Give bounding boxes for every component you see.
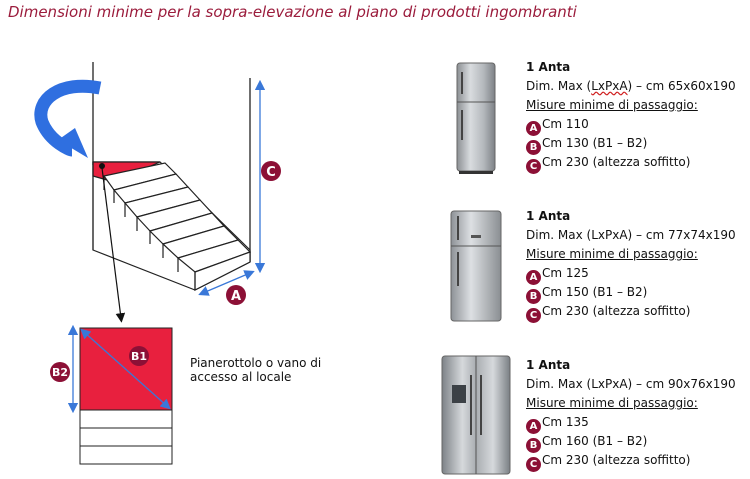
fridge-1-item-c: C Cm 230 (altezza soffitto)	[526, 153, 736, 172]
staircase	[93, 162, 250, 290]
staircase-diagram	[0, 0, 340, 479]
fridge-3-item-a: A Cm 135	[526, 413, 736, 432]
fridge-2-min-label: Misure minime di passaggio:	[526, 247, 698, 261]
landing-caption-line2: accesso al locale	[190, 370, 292, 384]
badge-c-label: C	[266, 165, 276, 180]
badge-a-icon: A	[526, 121, 541, 136]
fridge-1-image	[455, 62, 497, 174]
fridge-2-item-c: C Cm 230 (altezza soffitto)	[526, 302, 736, 321]
fridge-3-image	[440, 355, 512, 477]
fridge-1-info	[526, 58, 736, 172]
landing-caption-line1: Pianerottolo o vano di	[190, 356, 322, 370]
fridge-2-item-b: B Cm 150 (B1 – B2)	[526, 283, 736, 302]
fridge-2-item-a: A Cm 125	[526, 264, 736, 283]
badge-c-icon: C	[526, 308, 541, 323]
fridge-3-item-c: C Cm 230 (altezza soffitto)	[526, 451, 736, 470]
fridge-1-title: 1 Anta	[526, 60, 571, 74]
fridge-2-title: 1 Anta	[526, 209, 571, 223]
landing-caption	[190, 356, 330, 384]
badge-b-icon: B	[526, 289, 541, 304]
step-plan-2	[80, 428, 172, 446]
page-title: Dimensioni minime per la sopra-elevazione al piano di prodotti ingombranti	[8, 3, 577, 21]
fridge-1-item-a: A Cm 110	[526, 115, 736, 134]
fridge-1-dimensions: Dim. Max (LxPxA) – cm 65x60x190	[526, 79, 736, 93]
step-plan-1	[80, 410, 172, 428]
fridge-1-item-b: B Cm 130 (B1 – B2)	[526, 134, 736, 153]
badge-b-icon: B	[526, 140, 541, 155]
badge-a-icon: A	[526, 419, 541, 434]
fridge-2-dimensions: Dim. Max (LxPxA) – cm 77x74x190	[526, 228, 736, 242]
fridge-3-dimensions: Dim. Max (LxPxA) – cm 90x76x190	[526, 377, 736, 391]
fridge-3-title: 1 Anta	[526, 358, 571, 372]
badge-a-label: A	[230, 289, 242, 304]
badge-c-icon: C	[526, 159, 541, 174]
fridge-2-info	[526, 207, 736, 321]
step-plan-3	[80, 446, 172, 464]
fridge-1-min-label: Misure minime di passaggio:	[526, 98, 698, 112]
badge-c-icon: C	[526, 457, 541, 472]
rotate-arrow-icon	[41, 86, 100, 158]
badge-a-icon: A	[526, 270, 541, 285]
badge-b-icon: B	[526, 438, 541, 453]
fridge-3-item-b: B Cm 160 (B1 – B2)	[526, 432, 736, 451]
badge-b2-label: B2	[51, 366, 69, 379]
fridge-3-min-label: Misure minime di passaggio:	[526, 396, 698, 410]
fridge-3-info	[526, 356, 736, 470]
fridge-2-image	[449, 210, 503, 324]
badge-b1-label: B1	[130, 350, 148, 363]
